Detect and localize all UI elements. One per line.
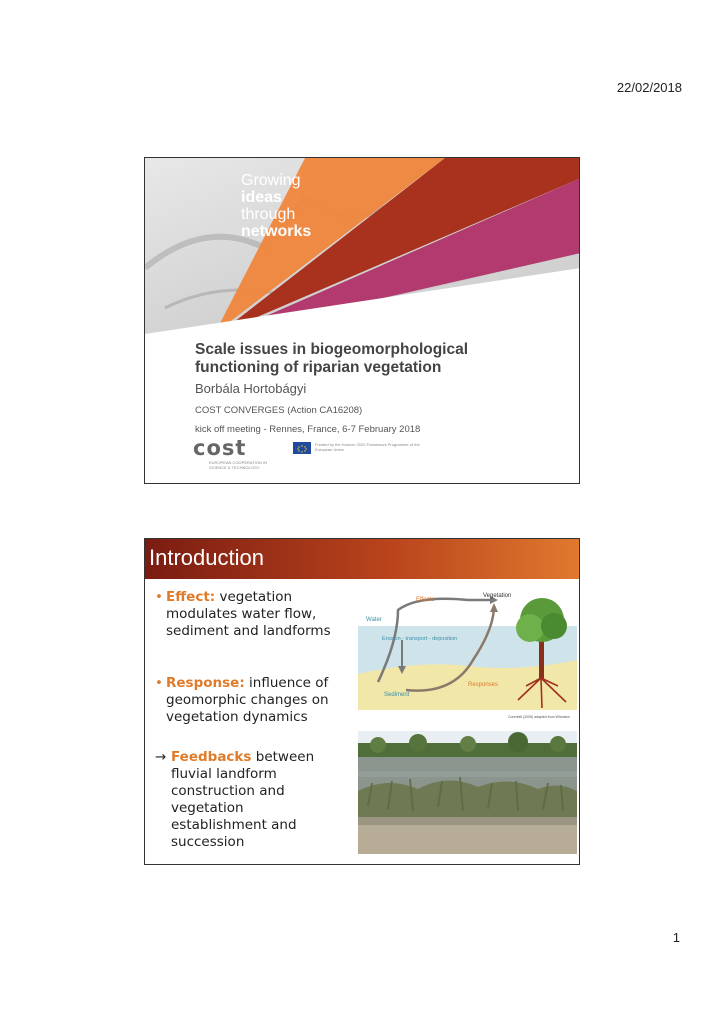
title-slide [144,157,580,484]
response-text-3: vegetation dynamics [166,709,308,725]
tagline-networks: networks [241,223,312,240]
slide-header-bar [145,539,579,579]
bullet-dot-icon: • [155,675,163,691]
eu-flag-icon [293,442,311,454]
banner-tagline [241,172,311,240]
effect-text-2: modulates water flow, [166,606,317,622]
banner-graphic [145,158,580,338]
label-water: Water [366,617,382,623]
effect-text-1: vegetation [219,589,293,605]
effect-keyword: Effect: [166,589,216,605]
cost-logo-word: cost [193,436,247,460]
response-keyword: Response: [166,675,245,691]
label-sediment: Sediment [384,692,410,698]
response-text-2: geomorphic changes on [166,692,329,708]
slide-heading: Introduction [149,545,264,570]
title-line-1: Scale issues in biogeomorphological [195,341,469,358]
eu-funding-text: Funded by the Horizon 2020 Framework Programme of the European Union [315,442,420,452]
introduction-slide [144,538,580,865]
right-arrow-icon: → [155,749,167,765]
label-effects: Effects [416,597,435,603]
label-responses: Responses [468,682,499,688]
feedbacks-text-3: construction and [171,783,285,799]
meeting-info: kick off meeting - Rennes, France, 6-7 February 2018 [195,424,421,435]
feedbacks-text-1: between [255,749,315,765]
tagline-ideas: ideas [241,189,282,206]
bullet-dot-icon: • [155,589,163,605]
author-name: Borbála Hortobágyi [195,381,307,396]
title-line-2: functioning of riparian vegetation [195,359,442,376]
cost-logo [193,436,271,470]
feedbacks-text-6: succession [171,834,245,850]
header-date: 22/02/2018 [616,80,682,95]
feedbacks-text-2: fluvial landform [171,766,277,782]
label-vegetation: Vegetation [483,593,512,599]
feedbacks-text-5: establishment and [171,817,297,833]
feedbacks-keyword: Feedbacks [171,749,252,765]
river-photo [358,731,577,854]
slide-title [195,341,575,377]
feedback-diagram [358,590,577,720]
response-text-1: influence of [249,675,329,691]
tagline-growing: Growing [241,172,301,189]
diagram-credit: Corenblit (2005) adapted from Wheaton [508,715,570,719]
effect-text-3: sediment and landforms [166,623,331,639]
feedbacks-text-4: vegetation [171,800,244,816]
cost-logo-subtitle: EUROPEAN COOPERATION IN SCIENCE & TECHNOLOGY [209,460,267,470]
action-label: COST CONVERGES (Action CA16208) [195,405,363,416]
page-number: 1 [672,930,680,945]
responses-arrowhead-icon [490,603,498,612]
tagline-through: through [241,206,296,223]
label-erosion: Erosion - transport - deposition [382,636,458,642]
